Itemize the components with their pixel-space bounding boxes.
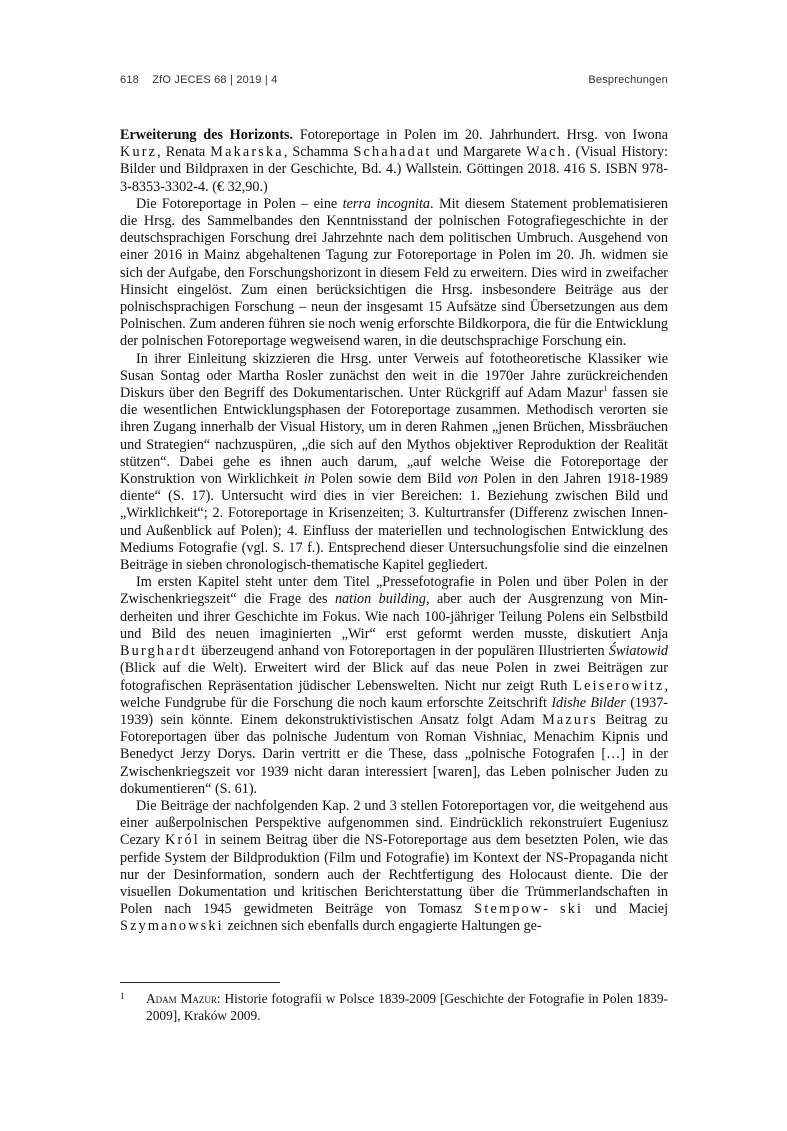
author-name: Mazurs xyxy=(542,711,598,728)
page-number: 618 xyxy=(120,74,139,86)
paragraph-1: Die Fotoreportage in Polen – eine terra incognita. Mit diesem Statement problematisieren die Hrsg. des Sammelbandes den Kenntnisstand der polnischen Fotografiegeschichte in der deutschsprachigen Forschung drei Jahrzehnte nach dem politischen Umbruch. Ausgehend von einer 2016 in Mainz abgehaltenen Tagung zur Fotoreportage in Polen im 20. Jh. widmen sie sich der Aufgabe, den Forschungshorizont in diesem Feld zu erweitern. Dies wird in zweifacher Hinsicht eingelöst. Zum einen berücksichtigen die Hrsg. insbesondere Beiträge aus der polnischsprachigen Forschung – neun der insgesamt 15 Aufsätze sind Übersetzungen aus dem Polnischen. Zum anderen führen sie noch wenig erforschte Bildkorpora, die für die Entwicklung der polnischen Fotoreportage wegweisend waren, in die deutschsprachige Forschung ein. xyxy=(120,195,668,350)
footnote-reference[interactable]: 1 xyxy=(603,384,608,394)
editor-name: Schahadat xyxy=(353,144,432,161)
editor-name: Makarska xyxy=(210,144,284,161)
footnote xyxy=(120,990,668,1024)
author-name: Szymanowski xyxy=(120,918,224,935)
footnote-author: Adam Mazur xyxy=(146,991,217,1006)
paragraph-2: In ihrer Einleitung skizzieren die Hrsg. unter Verweis auf fototheoretische Klassiker wie Susan Sontag oder Martha Rosler zunächst den weit in die 1970er Jahre zurückreichenden Diskurs über den Begriff des Dokumentarischen. Unter Rückgriff auf Adam Mazur$^1$ fassen sie die wesentlichen Entwicklungsphasen der Fotoreportage zusammen. Methodisch verorten sie ihren Zugang innerhalb der Visual History, um in deren Rahmen „jenen Brüchen, Missbräuchen und Strategien“ nachzuspüren, „die sich auf den Mythos objektiver Reproduktion der Realität stützen“. Dabei gehe es ihnen auch darum, „auf welche Weise die Fotoreportage der Konstruktion von Wirklichkeit in Polen sowie dem Bild von Polen in den Jahren 1918-1989 diente“ (S. 17). Untersucht wird dies in vier Bereichen: 1. Beziehung zwischen Bild und „Wirklichkeit“; 2. Fotoreportage in Krisenzeiten; 3. Kulturtransfer (Differenz zwischen Innen- und Außenblick auf Polen); 4. Einfluss der materiellen und technologischen Entwicklung des Mediums Fotografie (vgl. S. 17 f.). Entsprechend dieser Untersuchungsfolie sind die einzelnen Beiträge in sieben chronologisch-thematische Kapitel gegliedert. xyxy=(120,350,669,574)
paragraph-4: Die Beiträge der nachfolgenden Kap. 2 und 3 stellen Fotoreportagen vor, die weitgehend aus einer außerpolnischen Perspektive aufgenommen sind. Eindrücklich rekonstruiert Eugeniusz Cezary Król in seinem Beitrag über die NS-Fotoreportage aus dem besetzten Polen, wie das perfide System der Bildproduktion (Film und Fotografie) im Kontext der NS-Propaganda nicht nur der Desinformation, sondern auch der Rechtfertigung des Holocaust diente. Die der visuellen Dokumentation und kritischen Berichterstattung über die Trümmerlandschaften in Polen nach 1945 gewidmeten Beiträge von Tomasz Stempow- ski und Maciej Szymanowski zeichnen sich ebenfalls durch engagierte Haltungen ge- xyxy=(120,797,669,935)
author-name: Leiserowitz xyxy=(573,677,665,694)
review-body xyxy=(120,127,668,936)
editor-name: Wach xyxy=(526,144,567,161)
bibliographic-entry: Erweiterung des Horizonts. Fotoreportage in Polen im 20. Jahrhundert. Hrsg. von Iwona Kurz, Renata Makarska, Schamma Schahadat und Margarete Wach. (Visual History: Bilder und Bildpraxen in der Geschichte, Bd. 4.) Wallstein. Göttingen 2018. 416 S. ISBN 978-3-8353-3302-4. (€ 32,90.) xyxy=(120,127,668,195)
author-name: ski xyxy=(560,901,584,918)
author-name: Burghardt xyxy=(120,643,198,660)
author-name: Król xyxy=(165,832,200,849)
section-title: Besprechungen xyxy=(588,74,668,86)
footnote-text: Adam Mazur: Historie fotografii w Polsce 1839-2009 [Geschichte der Fotografie in Polen 1839-2009], Kraków 2009. xyxy=(146,991,668,1023)
journal-name: ZfO JECES 68 | 2019 | 4 xyxy=(152,74,278,86)
editor-name: Kurz xyxy=(120,144,158,161)
paragraph-3: Im ersten Kapitel steht unter dem Titel „Pressefotografie in Polen und über Polen in der Zwischenkriegszeit“ die Frage des nation building, aber auch der Ausgrenzung von Minderheiten und ihrer Geschichte im Fokus. Wie nach 100-jähriger Teilung Polens ein Selbstbild und Bild des neuen imaginierten „Wir“ erst geformt werden musste, diskutiert Anja Burghardt überzeugend anhand von Fotoreportagen in der populären Illustrierten Światowid (Blick auf die Welt). Erweitert wird der Blick auf das neue Polen in zwei Beiträgen zur fotografischen Repräsentation jüdischer Lebenswelten. Nicht nur zeigt Ruth Leiserowitz, welche Fundgrube für die Forschung die noch kaum erforschte Zeitschrift Idishe Bilder (1937-1939) sein könnte. Einem dekonstruktivistischen Ansatz folgt Adam Mazurs Beitrag zu Fotoreportagen über das polnische Judentum von Roman Vishniac, Menachim Kipnis und Benedyct Jerzy Dorys. Darin vertritt er die These, dass „polnische Fotografen […] in der Zwischenkriegszeit vor 1939 nicht daran interessiert [waren], das Leben polnischer Juden zu dokumentieren“ (S. 61). xyxy=(120,574,669,797)
footnote-divider xyxy=(120,982,280,983)
running-head-left xyxy=(120,74,287,86)
footnote-number: 1 xyxy=(120,991,125,1001)
author-name: Stempow xyxy=(474,901,544,918)
review-title: Erweiterung des Horizonts. xyxy=(120,127,294,143)
